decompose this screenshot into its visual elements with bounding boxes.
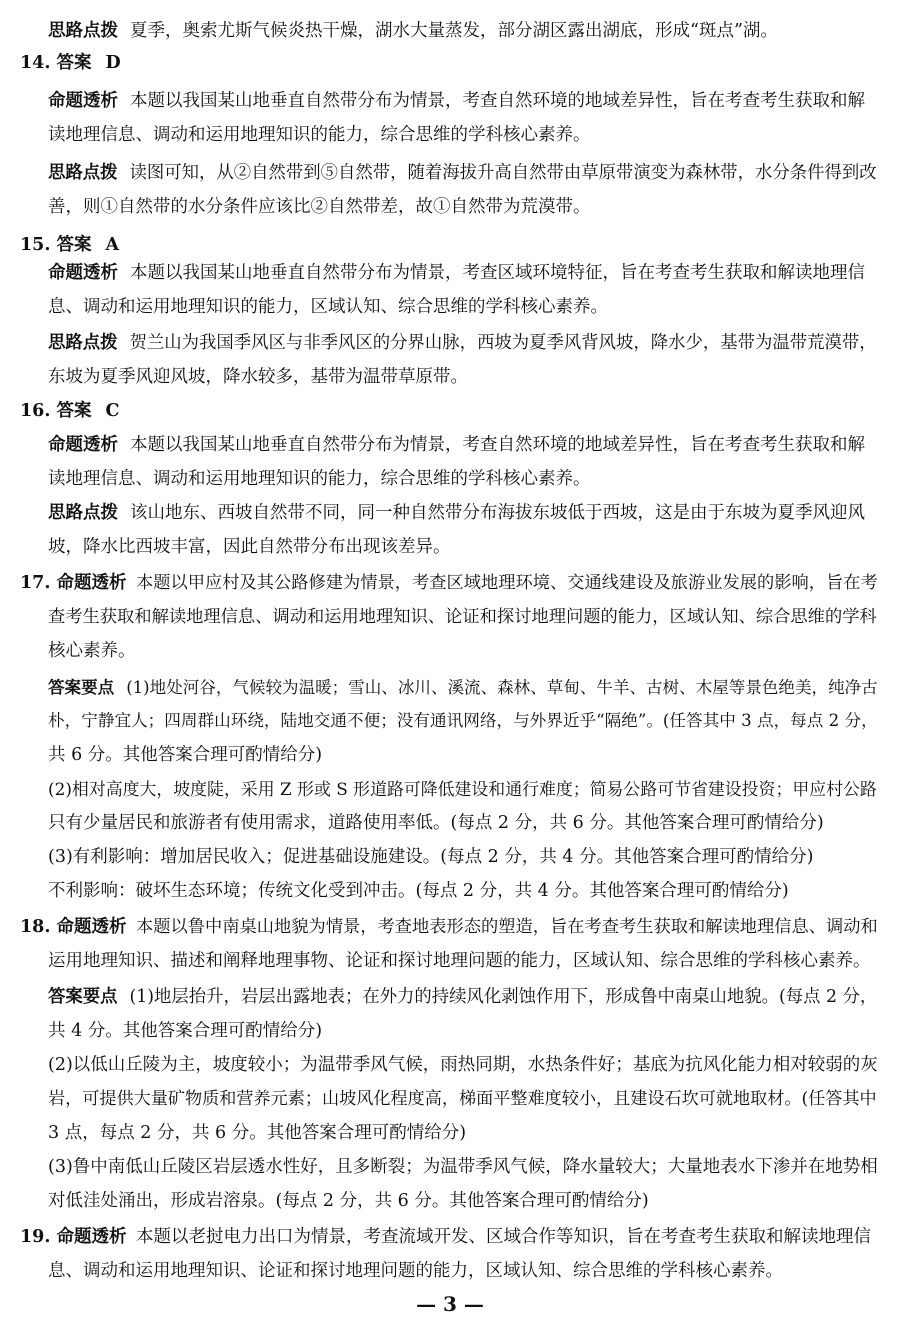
text-line: 坡，降水比西坡丰富，因此自然带分布出现该差异。: [48, 537, 451, 557]
text-line: 核心素养。: [48, 641, 136, 661]
text-line: 对低洼处涌出，形成岩溶泉。(每点 2 分，共 6 分。其他答案合理可酌情给分): [48, 1191, 649, 1211]
text-line: (3)鲁中南低山丘陵区岩层透水性好，且多断裂；为温带季风气候，降水量较大；大量地表水下渗并在地势相: [48, 1157, 878, 1177]
text-line: (2)以低山丘陵为主，坡度较小；为温带季风气候，雨热同期，水热条件好；基底为抗风化能力相对较弱的灰: [48, 1055, 878, 1075]
hint-line: 思路点拨 该山地东、西坡自然带不同，同一种自然带分布海拔东坡低于西坡，这是由于东坡为夏季风迎风: [48, 503, 865, 523]
question-18-label: 18. 命题透析: [20, 917, 127, 937]
question-19-label: 19. 命题透析: [20, 1227, 127, 1247]
question-17-label: 17. 命题透析: [20, 573, 127, 593]
answer-points-line: 答案要点 (1)地层抬升，岩层出露地表；在外力的持续风化剥蚀作用下，形成鲁中南桌山地貌。(每点 2 分，: [48, 987, 878, 1007]
text-line: 善，则①自然带的水分条件应该比②自然带差，故①自然带为荒漠带。: [48, 197, 591, 217]
text-line: 东坡为夏季风迎风坡，降水较多，基带为温带草原带。: [48, 367, 468, 387]
text-line: 查考生获取和解读地理信息、调动和运用地理知识、论证和探讨地理问题的能力，区域认知、综合思维的学科: [48, 607, 877, 627]
hint-line: 思路点拨 读图可知，从②自然带到⑤自然带，随着海拔升高自然带由草原带演变为森林带，水分条件得到改: [48, 163, 877, 183]
question-16-answer: 16. 答案 C: [20, 401, 120, 421]
answer-points-line: 答案要点 (1)地处河谷，气候较为温暖；雪山、冰川、溪流、森林、草甸、牛羊、古树、木屋等景色绝美，纯净古: [48, 677, 878, 697]
text-line: (2)相对高度大，坡度陡，采用 Z 形或 S 形道路可降低建设和通行难度；简易公路可节省建设投资；甲应村公路: [48, 779, 877, 799]
text-line: 息、调动和运用地理知识、论证和探讨地理问题的能力，区域认知、综合思维的学科核心素养。: [48, 1261, 783, 1281]
text-line: 共 6 分。其他答案合理可酌情给分): [48, 745, 323, 765]
text-line: 运用地理知识、描述和阐释地理事物、论证和探讨地理问题的能力，区域认知、综合思维的学科核心素养。: [48, 951, 871, 971]
hint-line: 思路点拨 夏季，奥索尤斯气候炎热干燥，湖水大量蒸发，部分湖区露出湖底，形成“斑点”湖。: [48, 21, 778, 41]
hint-line: 思路点拨 贺兰山为我国季风区与非季风区的分界山脉，西坡为夏季风背风坡，降水少，基带为温带荒漠带，: [48, 333, 877, 353]
text-line: 3 点，每点 2 分，共 6 分。其他答案合理可酌情给分): [48, 1123, 467, 1143]
analysis-line: 命题透析 本题以我国某山地垂直自然带分布为情景，考查自然环境的地域差异性，旨在考查考生获取和解: [48, 435, 865, 455]
text-line: 读地理信息、调动和运用地理知识的能力，综合思维的学科核心素养。: [48, 125, 591, 145]
text-line: 朴，宁静宜人；四周群山环绕，陆地交通不便；没有通讯网络，与外界近乎“隔绝”。(任答其中 3 点，每点 2 分，: [48, 711, 878, 730]
text-line: 本题以鲁中南桌山地貌为情景，考查地表形态的塑造，旨在考查考生获取和解读地理信息、调动和: [136, 917, 878, 937]
text-line: 岩，可提供大量矿物质和营养元素；山坡风化程度高，梯面平整难度较小，且建设石坎可就地取材。(任答其中: [48, 1089, 877, 1109]
text-line: 本题以甲应村及其公路修建为情景，考查区域地理环境、交通线建设及旅游业发展的影响，旨在考: [136, 573, 878, 593]
question-14-answer: 14. 答案 D: [20, 53, 121, 73]
text-line: 共 4 分。其他答案合理可酌情给分): [48, 1021, 323, 1041]
text-line: 不利影响：破坏生态环境；传统文化受到冲击。(每点 2 分，共 4 分。其他答案合理可酌情给分): [48, 881, 789, 901]
text-line: 息、调动和运用地理知识的能力，区域认知、综合思维的学科核心素养。: [48, 297, 608, 317]
text-line: 只有少量居民和旅游者有使用需求，道路使用率低。(每点 2 分，共 6 分。其他答案合理可酌情给分): [48, 813, 824, 833]
text-line: 本题以老挝电力出口为情景，考查流域开发、区域合作等知识，旨在考查考生获取和解读地理信: [136, 1227, 871, 1247]
page-number: — 3 —: [416, 1292, 484, 1316]
analysis-line: 命题透析 本题以我国某山地垂直自然带分布为情景，考查自然环境的地域差异性，旨在考查考生获取和解: [48, 91, 865, 111]
text-line: 读地理信息、调动和运用地理知识的能力，综合思维的学科核心素养。: [48, 469, 591, 489]
text-line: (3)有利影响：增加居民收入；促进基础设施建设。(每点 2 分，共 4 分。其他答案合理可酌情给分): [48, 847, 814, 867]
question-15-answer: 15. 答案 A: [20, 235, 120, 255]
analysis-line: 命题透析 本题以我国某山地垂直自然带分布为情景，考查区域环境特征，旨在考查考生获取和解读地理信: [48, 263, 865, 283]
